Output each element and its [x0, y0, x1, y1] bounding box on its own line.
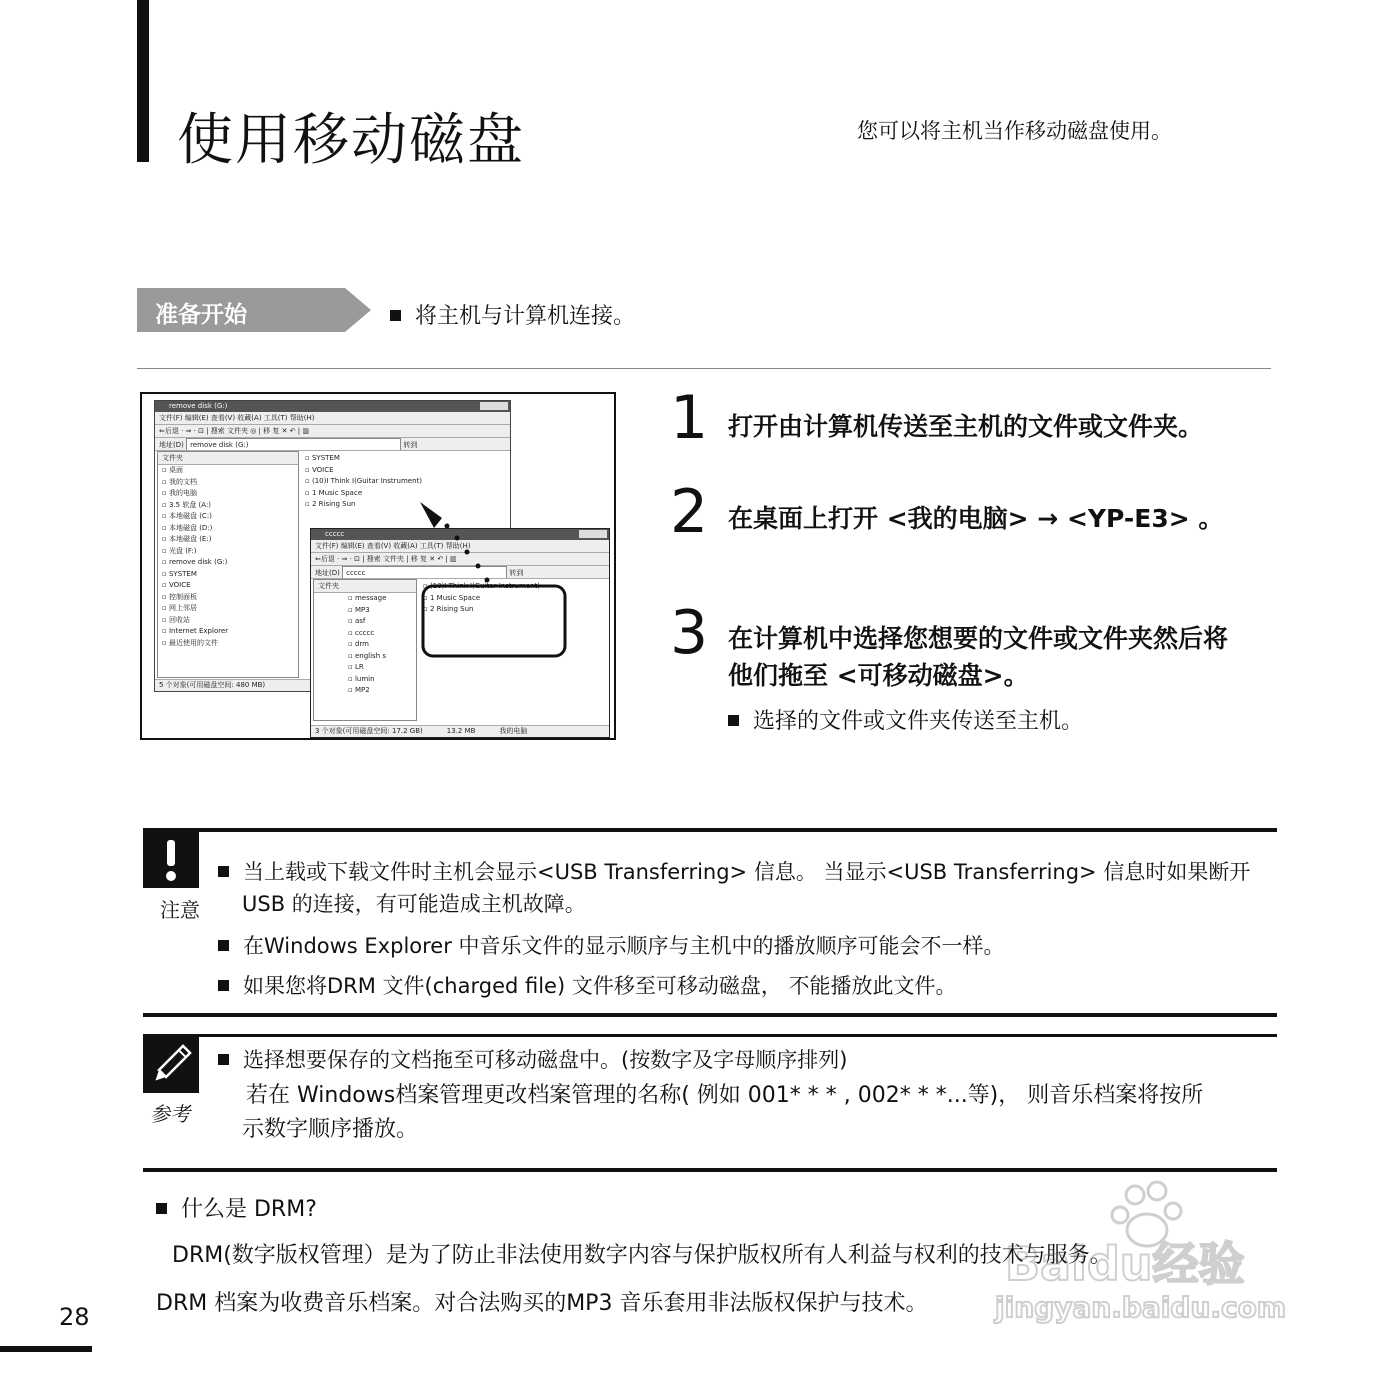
bullet-icon: [218, 1054, 229, 1065]
tree-item[interactable]: ▫ MP3: [348, 605, 370, 614]
tree-item[interactable]: ▫ 我的电脑: [162, 489, 197, 497]
toolbar[interactable]: ⇐后退 · ⇒ · ⊡ | 搜索 文件夹 ◎ | 移 复 ✕ ↶ | ▥: [155, 425, 510, 438]
drm-heading: 什么是 DRM?: [156, 1192, 317, 1223]
tree-item[interactable]: ▫ 我的文档: [162, 477, 197, 486]
caution-label: 注意: [160, 898, 200, 922]
divider: [137, 368, 1271, 369]
tree-item[interactable]: ▫ 光盘 (F:): [162, 546, 197, 555]
step-1-number: 1: [670, 383, 709, 453]
tree-item[interactable]: ▫ 3.5 软盘 (A:): [162, 500, 212, 509]
caution-item-1-line1: 当上载或下载文件时主机会显示<USB Transferring> 信息。 当显示<USB Transferring> 信息时如果断开: [218, 856, 1250, 886]
title-accent-bar: [137, 0, 149, 162]
step-2-text: 在桌面上打开 <我的电脑> → <YP-E3> 。: [728, 504, 1224, 533]
bullet-icon: [728, 715, 739, 726]
svg-text:Baidu经验: Baidu经验: [1005, 1237, 1245, 1291]
caution-item-2: 在Windows Explorer 中音乐文件的显示顺序与主机中的播放顺序可能会不一样。: [218, 930, 1005, 960]
tree-item[interactable]: ▫ 本地磁盘 (D:): [162, 523, 213, 532]
footer-bar: [0, 1346, 92, 1352]
address-bar[interactable]: 地址(D) ccccc 转到: [311, 566, 609, 579]
drm-line-1: DRM(数字版权管理）是为了防止非法使用数字内容与保护版权所有人利益与权利的技术与服务。: [172, 1243, 1112, 1268]
prep-tag: [137, 288, 371, 332]
tree-item[interactable]: ▫ english s: [348, 651, 387, 660]
file-item[interactable]: ▫ VOICE: [305, 465, 334, 474]
status-bar: 5 个对象(可用磁盘空间: 480 MB): [155, 679, 510, 691]
baidu-watermark: [985, 1175, 1315, 1325]
reference-label: 参考: [150, 1102, 190, 1126]
reference-line-3: 示数字顺序播放。: [242, 1117, 419, 1142]
tree-item[interactable]: ▫ 最近使用的文件: [162, 638, 218, 647]
page-subtitle: 您可以将主机当作移动磁盘使用。: [857, 119, 1172, 143]
file-item[interactable]: ▫ (10)I Think I(Guitar Instrument): [423, 582, 540, 590]
bullet-icon: [218, 980, 229, 991]
tree-item[interactable]: ▫ asf: [348, 617, 366, 625]
drop-highlight-box: [423, 586, 565, 656]
svg-text:jingyan.baidu.com: jingyan.baidu.com: [995, 1291, 1287, 1324]
tree-item[interactable]: ▫ 本地磁盘 (C:): [162, 512, 212, 520]
drag-arrow-icon: [420, 502, 442, 528]
reference-line-1: 选择想要保存的文档拖至可移动磁盘中。(按数字及字母顺序排列): [218, 1044, 847, 1074]
file-item[interactable]: ▫ (10)I Think I(Guitar Instrument): [305, 477, 422, 485]
folder-pane-title: 文件夹: [314, 580, 416, 593]
bullet-icon: [156, 1203, 167, 1214]
prep-tag-label: 准备开始: [155, 302, 247, 328]
caution-item-3: 如果您将DRM 文件(charged file) 文件移至可移动磁盘， 不能播放此文件。: [218, 970, 957, 1000]
tree-item[interactable]: ▫ Internet Explorer: [162, 627, 229, 635]
tree-item[interactable]: ▫ MP2: [348, 686, 370, 694]
status-bar: 3 个对象(可用磁盘空间: 17.2 GB) 13.2 MB 我的电脑: [311, 725, 609, 737]
caution-bottom-rule: [143, 1013, 1277, 1017]
file-item[interactable]: ▫ 1 Music Space: [305, 488, 363, 497]
bullet-icon: [390, 310, 401, 321]
window-title: remove disk (G:): [155, 401, 510, 412]
step-3-subnote: 选择的文件或文件夹传送至主机。: [728, 704, 1083, 735]
tree-item[interactable]: ▫ 桌面: [162, 466, 183, 474]
folder-pane-title: 文件夹: [158, 452, 298, 465]
prep-instruction: 将主机与计算机连接。: [390, 299, 635, 330]
tree-item[interactable]: ▫ LR: [348, 663, 364, 671]
caution-item-1-line2: USB 的连接，有可能造成主机故障。: [242, 892, 586, 916]
tree-item[interactable]: ▫ 网上邻居: [162, 604, 197, 612]
tree-item[interactable]: ▫ drm: [348, 640, 369, 648]
file-item[interactable]: ▫ 2 Rising Sun: [423, 605, 474, 613]
file-item[interactable]: ▫ 2 Rising Sun: [305, 500, 356, 508]
step-3-number: 3: [670, 598, 709, 668]
explorer-screenshot: [140, 392, 616, 740]
file-item[interactable]: ▫ 1 Music Space: [423, 593, 481, 602]
step-3-text-line1: 在计算机中选择您想要的文件或文件夹然后将: [728, 624, 1229, 653]
tree-item[interactable]: ▫ message: [348, 594, 387, 602]
tree-item[interactable]: ▫ SYSTEM: [162, 569, 197, 578]
address-bar[interactable]: 地址(D) remove disk (G:) 转到: [155, 438, 510, 451]
menu-bar[interactable]: 文件(F) 编辑(E) 查看(V) 收藏(A) 工具(T) 帮助(H): [311, 540, 609, 553]
tree-item[interactable]: ▫ lumin: [348, 674, 375, 683]
bullet-icon: [218, 940, 229, 951]
tree-item[interactable]: ▫ 控制面板: [162, 592, 197, 601]
tree-item[interactable]: ▫ remove disk (G:): [162, 558, 228, 566]
page-number: 28: [59, 1303, 90, 1331]
toolbar[interactable]: ⇐后退 · ⇒ · ⊡ | 搜索 文件夹 | 移 复 ✕ ↶ | ▥: [311, 553, 609, 566]
tree-item[interactable]: ▫ 回收站: [162, 615, 190, 624]
reference-bottom-rule: [143, 1168, 1277, 1172]
caution-top-rule: [143, 828, 1277, 832]
pencil-icon: [143, 1037, 199, 1093]
step-3-text-line2: 他们拖至 <可移动磁盘>。: [728, 661, 1029, 690]
step-2-number: 2: [670, 477, 709, 547]
window-title: ccccc: [311, 529, 609, 540]
tree-item[interactable]: ▫ ccccc: [348, 628, 375, 637]
reference-top-rule: [143, 1034, 1277, 1037]
drm-line-2: DRM 档案为收费音乐档案。对合法购买的MP3 音乐套用非法版权保护与技术。: [156, 1291, 928, 1316]
tree-item[interactable]: ▫ VOICE: [162, 581, 191, 589]
bullet-icon: [218, 866, 229, 877]
page-title: 使用移动磁盘: [177, 108, 525, 173]
file-item[interactable]: ▫ SYSTEM: [305, 454, 340, 462]
tree-item[interactable]: ▫ 本地磁盘 (E:): [162, 535, 212, 543]
reference-line-2: 若在 Windows档案管理更改档案管理的名称( 例如 001* * * , 002* * *...等)， 则音乐档案将按所: [246, 1083, 1204, 1108]
menu-bar[interactable]: 文件(F) 编辑(E) 查看(V) 收藏(A) 工具(T) 帮助(H): [155, 412, 510, 425]
step-1-text: 打开由计算机传送至主机的文件或文件夹。: [728, 412, 1204, 441]
caution-icon: [143, 832, 199, 888]
drag-annotation: [142, 394, 614, 738]
